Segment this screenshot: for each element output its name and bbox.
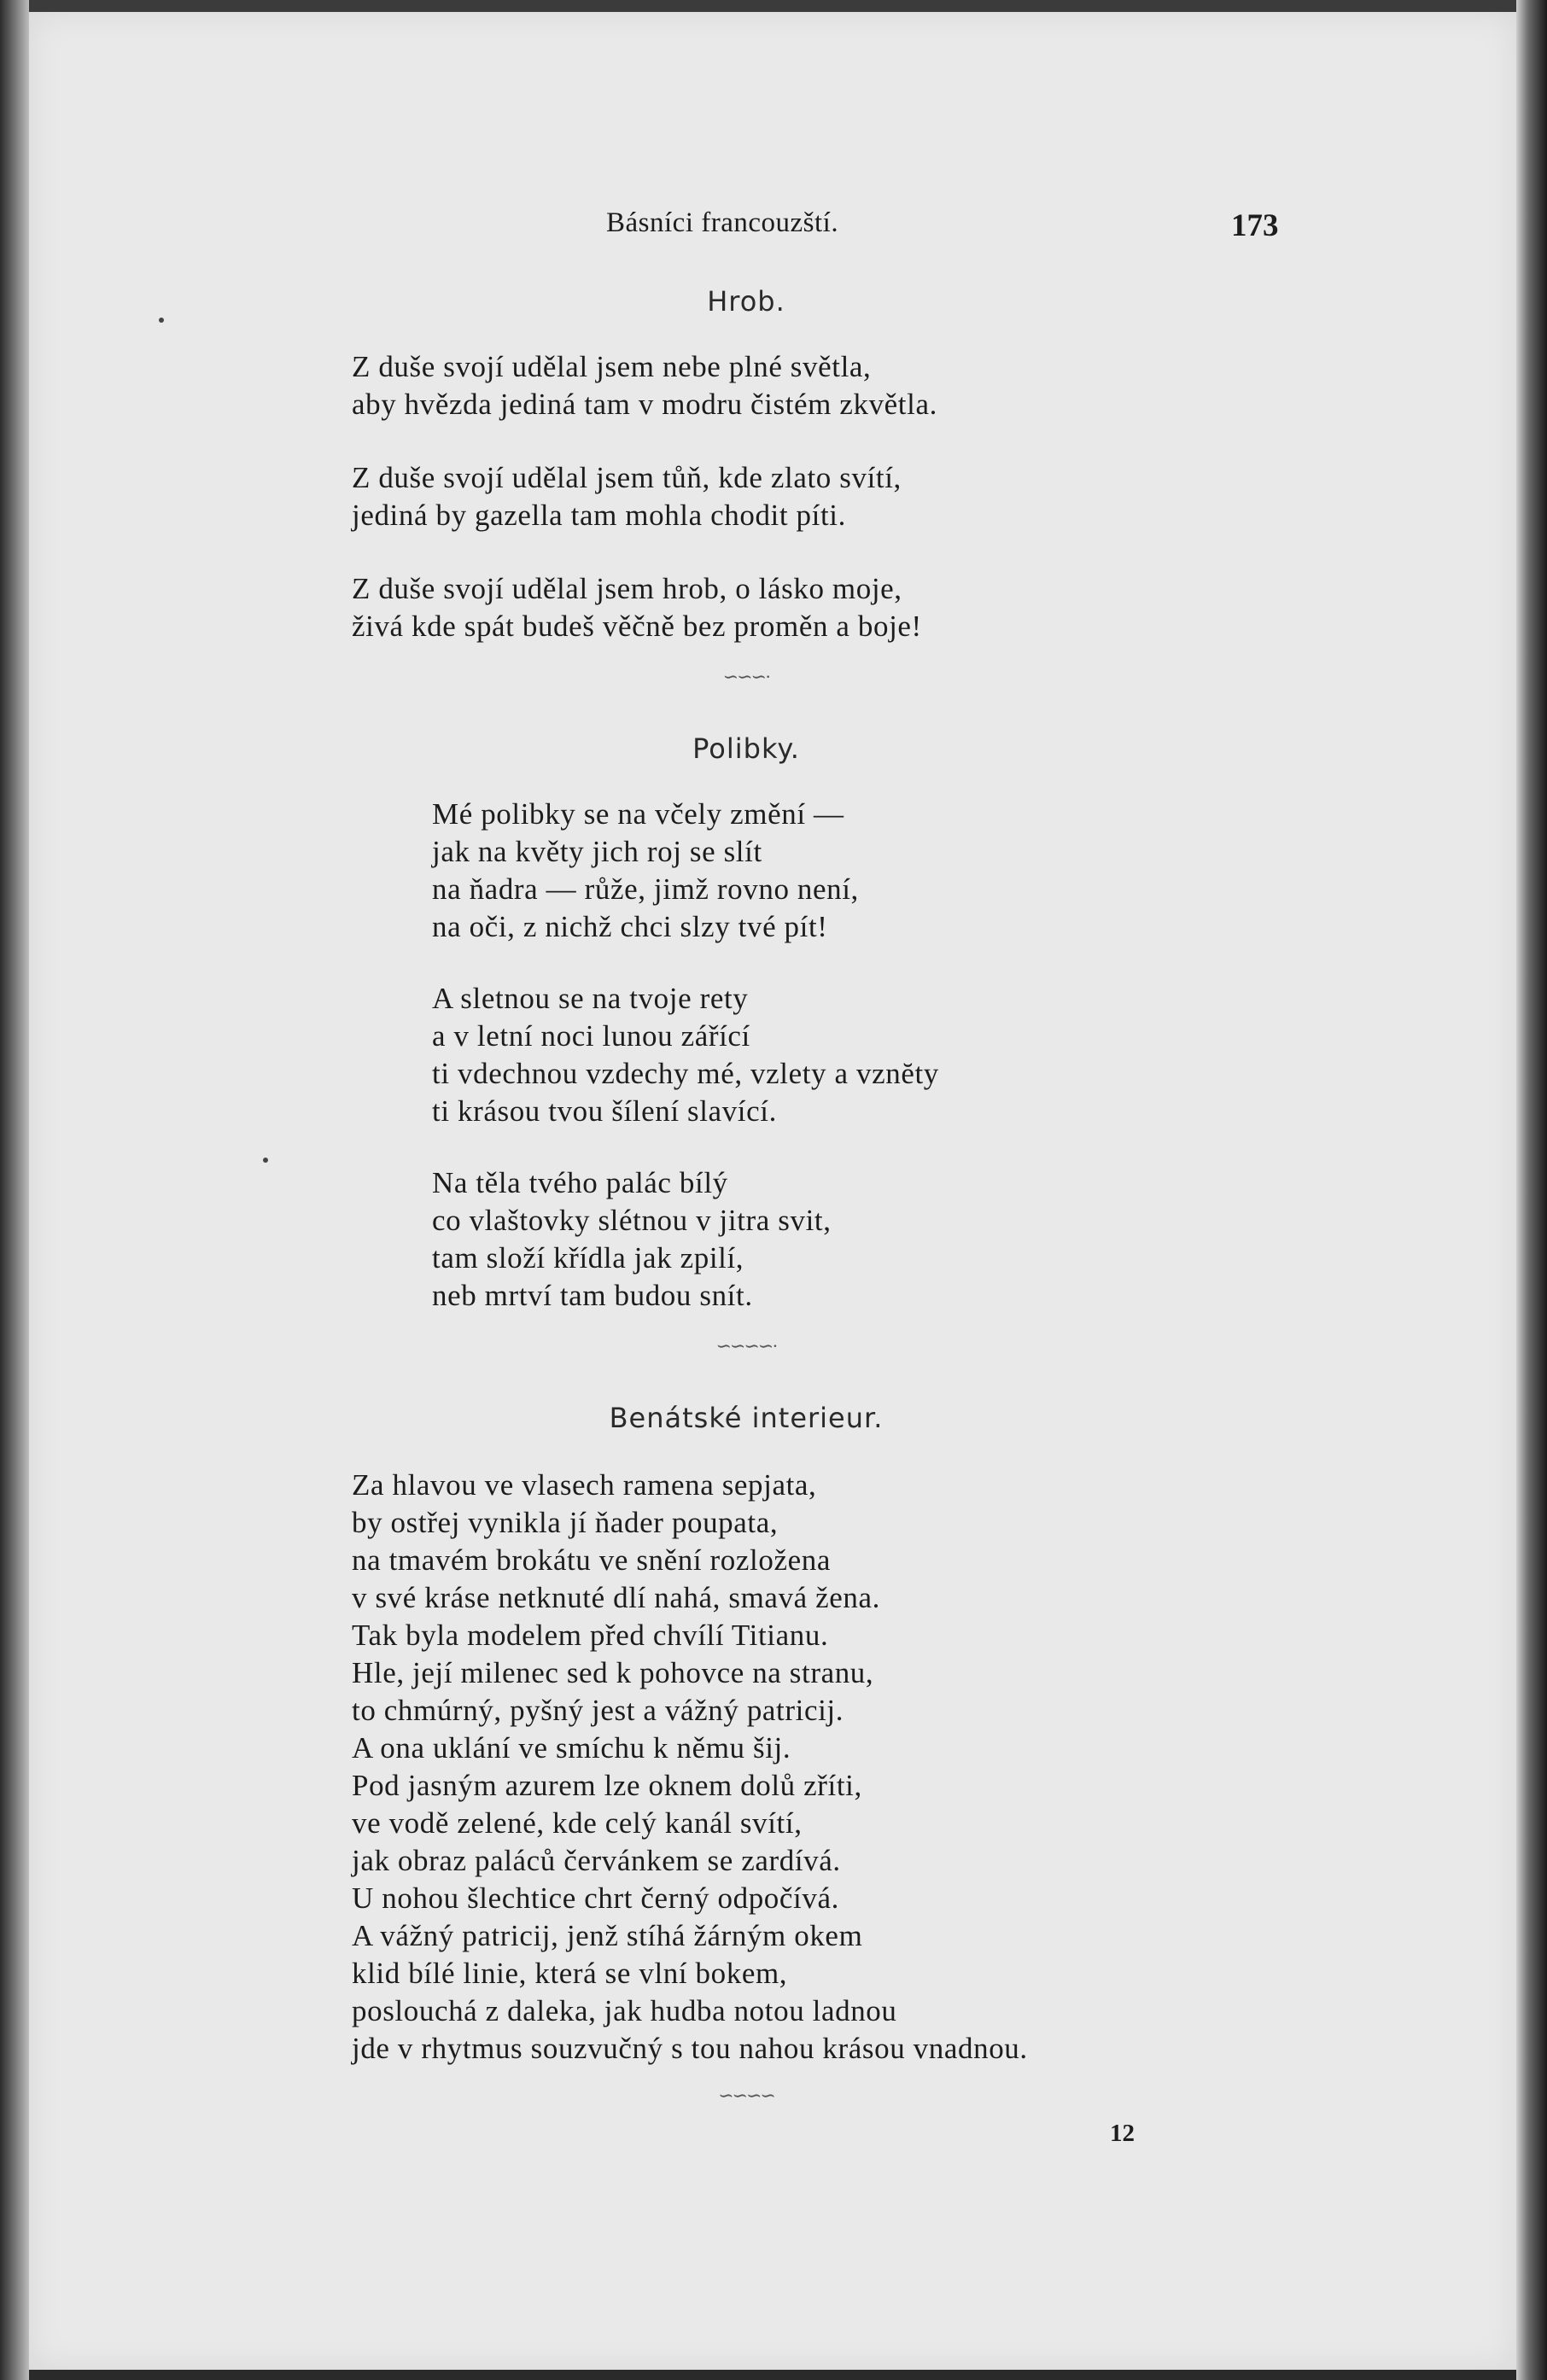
verse-line: živá kde spát budeš věčně bez proměn a boje! [352, 610, 922, 643]
verse-line: na tmavém brokátu ve snění rozložena [352, 1543, 831, 1577]
verse-line: klid bílé linie, která se vlní bokem, [352, 1957, 788, 1990]
ornament-divider: ∽∽∽∽ [718, 2085, 774, 2106]
verse-line: tam složí křídla jak zpilí, [432, 1241, 744, 1275]
running-head: Básníci francouzští. [606, 207, 839, 238]
verse-line: jde v rhytmus souzvučný s tou nahou krásou vnadnou. [352, 2032, 1028, 2065]
verse-line: a v letní noci lunou zářící [432, 1019, 750, 1053]
page-number: 173 [1231, 208, 1279, 243]
verse-line: v své kráse netknuté dlí nahá, smavá žena. [352, 1581, 881, 1614]
print-speck [263, 1158, 268, 1163]
verse-line: na oči, z nichž chci slzy tvé pít! [432, 910, 828, 943]
verse-line: ve vodě zelené, kde celý kanál svítí, [352, 1806, 803, 1840]
verse-line: Z duše svojí udělal jsem hrob, o lásko moje, [352, 572, 902, 605]
verse-line: Z duše svojí udělal jsem tůň, kde zlato svítí, [352, 461, 902, 494]
verse-line: jak obraz paláců červánkem se zardívá. [352, 1844, 841, 1877]
verse-line: U nohou šlechtice chrt černý odpočívá. [352, 1881, 839, 1915]
verse-line: jediná by gazella tam mohla chodit píti. [352, 499, 846, 532]
verse-line: ti vdechnou vzdechy mé, vzlety a vznĕty [432, 1057, 939, 1090]
stanza [352, 570, 922, 645]
verse-line: ti krásou tvou šílení slavící. [432, 1094, 777, 1128]
verse-line: Za hlavou ve vlasech ramena sepjata, [352, 1468, 817, 1502]
ornament-divider: ∽∽∽· [722, 666, 770, 687]
verse-line: Mé polibky se na včely změní — [432, 797, 844, 831]
verse-line: aby hvězda jediná tam v modru čistém zkvětla. [352, 388, 937, 421]
poem-title: Benátské interieur. [609, 1402, 884, 1434]
verse-line: Pod jasným azurem lze oknem dolů zříti, [352, 1769, 862, 1802]
page-top-edge [0, 0, 1547, 12]
book-page [29, 12, 1516, 2370]
verse-line: by ostřej vynikla jí ňader poupata, [352, 1506, 779, 1539]
stanza [432, 980, 939, 1130]
verse-line: jak na květy jich roj se slít [432, 835, 762, 868]
verse-line: to chmúrný, pyšný jest a vážný patricij. [352, 1694, 844, 1727]
stanza [432, 1164, 832, 1315]
verse-line: poslouchá z daleka, jak hudba notou ladnou [352, 1994, 897, 2027]
verse-line: neb mrtví tam budou snít. [432, 1279, 753, 1312]
verse-line: Na těla tvého palác bílý [432, 1166, 728, 1199]
verse-line: co vlaštovky slétnou v jitra svit, [432, 1204, 832, 1237]
poem-title: Polibky. [692, 732, 800, 765]
ornament-divider: ∽∽∽∽· [715, 1335, 777, 1356]
stanza [352, 459, 902, 534]
signature-mark: 12 [1110, 2120, 1135, 2147]
print-speck [159, 318, 164, 323]
page-left-edge [0, 0, 29, 2380]
stanza [352, 348, 937, 423]
verse-line: na ňadra — růže, jimž rovno není, [432, 872, 859, 906]
verse-line: A ona uklání ve smíchu k němu šij. [352, 1731, 791, 1765]
stanza [352, 1467, 1028, 2068]
poem-title: Hrob. [707, 285, 785, 318]
verse-line: Hle, její milenec sed k pohovce na stranu, [352, 1656, 874, 1689]
verse-line: Z duše svojí udělal jsem nebe plné světla, [352, 350, 872, 383]
verse-line: Tak byla modelem před chvílí Titianu. [352, 1619, 829, 1652]
verse-line: A sletnou se na tvoje rety [432, 982, 749, 1015]
stanza [432, 796, 859, 946]
verse-line: A vážný patricij, jenž stíhá žárným okem [352, 1919, 863, 1952]
book-spine-edge [1516, 0, 1547, 2380]
